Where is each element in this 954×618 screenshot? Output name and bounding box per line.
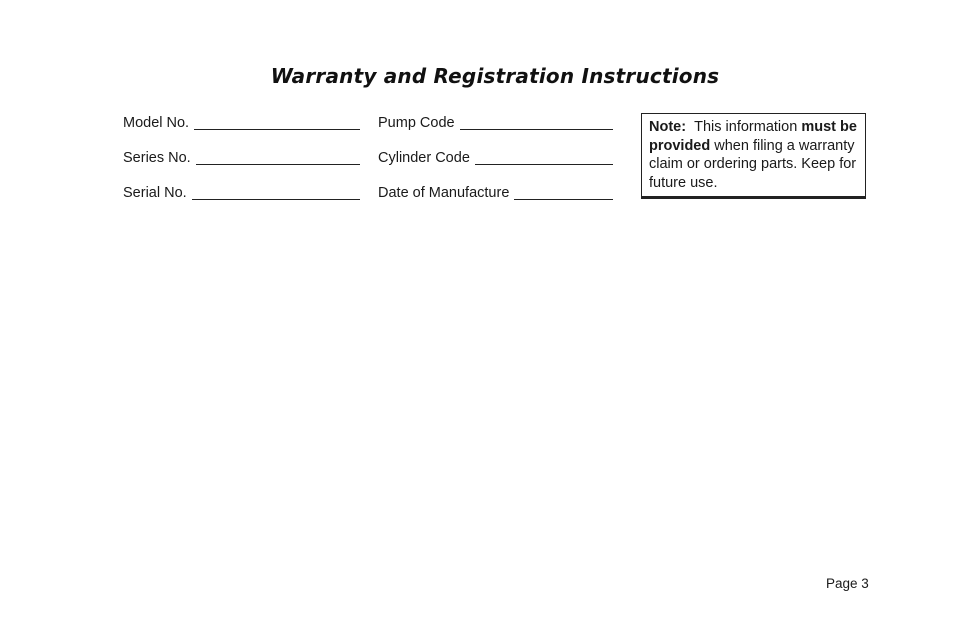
pump-code-line[interactable] xyxy=(460,128,613,130)
cylinder-code-line[interactable] xyxy=(475,163,613,165)
series-no-label: Series No. xyxy=(123,150,191,166)
pump-code-label: Pump Code xyxy=(378,115,455,131)
page-number: Page 3 xyxy=(826,576,869,591)
note-box xyxy=(641,113,866,199)
serial-no-field[interactable] xyxy=(123,184,360,202)
series-no-field[interactable] xyxy=(123,149,360,167)
pump-code-field[interactable] xyxy=(378,114,613,132)
note-text-1: This information xyxy=(694,119,798,135)
note-label: Note: xyxy=(649,119,687,135)
series-no-line[interactable] xyxy=(196,163,360,165)
cylinder-code-label: Cylinder Code xyxy=(378,150,470,166)
serial-no-line[interactable] xyxy=(192,198,360,200)
serial-no-label: Serial No. xyxy=(123,185,187,201)
date-of-manufacture-field[interactable] xyxy=(378,184,613,202)
note-emphasis: must be provided xyxy=(649,119,857,154)
date-of-manufacture-line[interactable] xyxy=(514,198,613,200)
cylinder-code-field[interactable] xyxy=(378,149,613,167)
date-of-manufacture-label: Date of Manufacture xyxy=(378,185,510,201)
note-text-2: when filing a warranty claim or ordering parts. Keep for future use. xyxy=(649,137,857,191)
model-no-line[interactable] xyxy=(194,128,360,130)
model-no-field[interactable] xyxy=(123,114,360,132)
page-title: Warranty and Registration Instructions xyxy=(270,64,720,88)
model-no-label: Model No. xyxy=(123,115,190,131)
